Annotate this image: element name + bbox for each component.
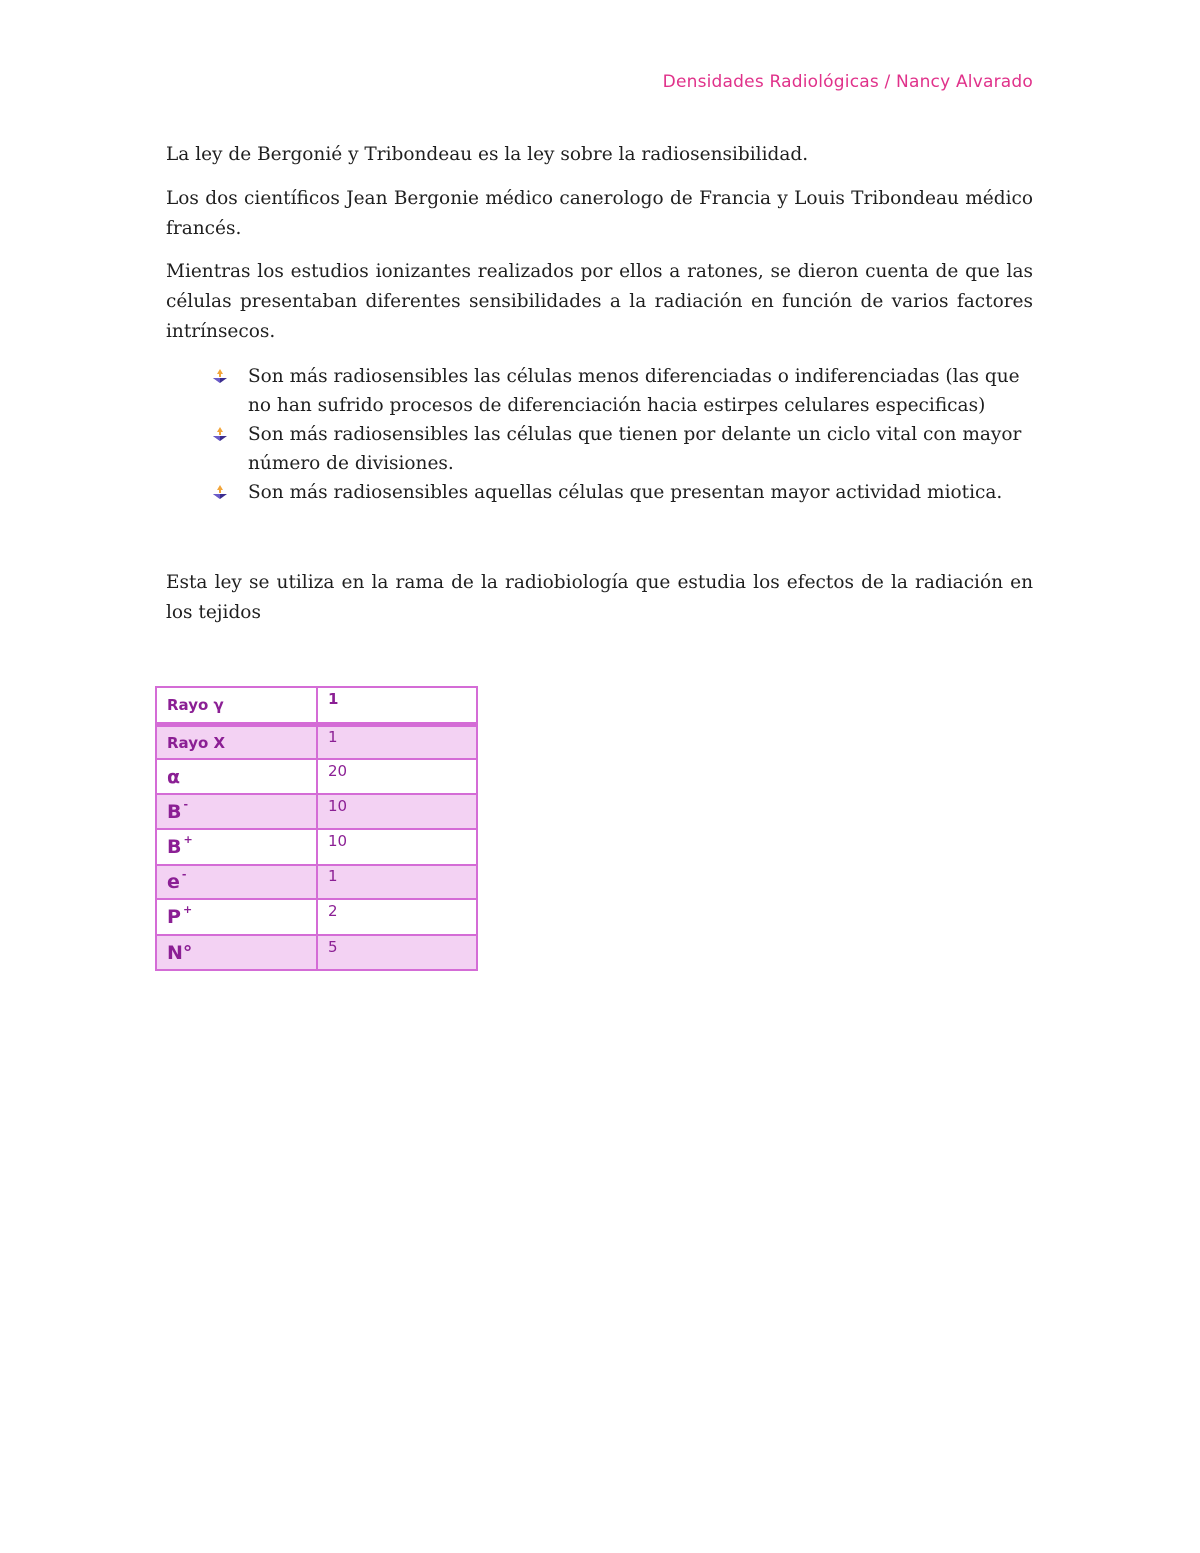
cell-value-text: 1 bbox=[328, 727, 338, 746]
cell-label-superscript: + bbox=[182, 903, 193, 916]
cell-value-text: 20 bbox=[328, 761, 348, 780]
list-item bbox=[210, 420, 1030, 478]
cell-label-superscript: - bbox=[181, 868, 187, 881]
cell-label-text: B bbox=[167, 836, 182, 858]
paragraph-text: La ley de Bergonié y Tribondeau es la ley sobre la radiosensibilidad. bbox=[166, 144, 809, 165]
list-item-text: Son más radiosensibles aquellas células que presentan mayor actividad miotica. bbox=[248, 482, 1003, 503]
table-cell-label bbox=[156, 829, 317, 865]
cell-value-text: 10 bbox=[328, 796, 348, 815]
table-cell-value bbox=[317, 829, 477, 865]
table-cell-value bbox=[317, 759, 477, 794]
list-item bbox=[210, 362, 1030, 420]
cell-value-text: 1 bbox=[328, 690, 339, 708]
table-cell-value bbox=[317, 725, 477, 760]
table-row bbox=[156, 829, 477, 865]
arrow-bullet-icon bbox=[212, 484, 228, 500]
arrow-bullet-icon bbox=[212, 426, 228, 442]
table-cell-value bbox=[317, 794, 477, 829]
table-cell-label bbox=[156, 687, 317, 725]
list-item-text: Son más radiosensibles las células que tienen por delante un ciclo vital con mayor número de divisiones. bbox=[248, 424, 1022, 474]
paragraph-studies bbox=[166, 257, 1033, 347]
paragraph-text: Los dos científicos Jean Bergonie médico canerologo de Francia y Louis Tribondeau médico francés. bbox=[166, 188, 1033, 239]
paragraph-intro bbox=[166, 140, 1033, 170]
table-cell-value bbox=[317, 865, 477, 899]
table-row bbox=[156, 899, 477, 935]
table-cell-value bbox=[317, 935, 477, 970]
cell-label-text: P bbox=[167, 906, 181, 928]
table-cell-value bbox=[317, 687, 477, 725]
table-row bbox=[156, 759, 477, 794]
table-cell-label bbox=[156, 759, 317, 794]
cell-value-text: 2 bbox=[328, 902, 338, 920]
list-item bbox=[210, 478, 1030, 507]
cell-value-text: 5 bbox=[328, 937, 338, 956]
cell-label-text: N° bbox=[167, 941, 193, 964]
cell-value-text: 1 bbox=[328, 867, 338, 885]
bullet-list bbox=[210, 362, 1030, 507]
list-item-text: Son más radiosensibles las células menos diferenciadas o indiferenciadas (las que no han sufrido procesos de diferenciación hacia estirpes celulares especificas) bbox=[248, 366, 1020, 416]
paragraph-text: Esta ley se utiliza en la rama de la radiobiología que estudia los efectos de la radiación en los tejidos bbox=[166, 572, 1033, 623]
table-row bbox=[156, 935, 477, 970]
cell-label-text: Rayo X bbox=[167, 733, 226, 752]
cell-label-text: B bbox=[167, 800, 182, 823]
radiation-weighting-table bbox=[155, 686, 478, 971]
arrow-bullet-icon bbox=[212, 368, 228, 384]
page-header: Densidades Radiológicas / Nancy Alvarado bbox=[662, 72, 1033, 92]
table-row bbox=[156, 687, 477, 725]
table-cell-label bbox=[156, 865, 317, 899]
cell-label-text: Rayo γ bbox=[167, 696, 224, 714]
paragraph-usage bbox=[166, 568, 1033, 628]
cell-label-text: e bbox=[167, 871, 180, 893]
cell-label-superscript: - bbox=[183, 797, 189, 811]
table-row bbox=[156, 865, 477, 899]
table-cell-label bbox=[156, 935, 317, 970]
table-cell-value bbox=[317, 899, 477, 935]
paragraph-text: Mientras los estudios ionizantes realizados por ellos a ratones, se dieron cuenta de que las células presentaban diferentes sensibilidades a la radiación en función de varios factores intrínsecos. bbox=[166, 261, 1033, 342]
table-cell-label bbox=[156, 794, 317, 829]
paragraph-scientists bbox=[166, 184, 1033, 244]
table-row bbox=[156, 794, 477, 829]
table-cell-label bbox=[156, 725, 317, 760]
table-row bbox=[156, 725, 477, 760]
table-cell-label bbox=[156, 899, 317, 935]
cell-value-text: 10 bbox=[328, 832, 348, 850]
cell-label-superscript: + bbox=[183, 833, 193, 846]
cell-label-text: α bbox=[167, 765, 181, 788]
